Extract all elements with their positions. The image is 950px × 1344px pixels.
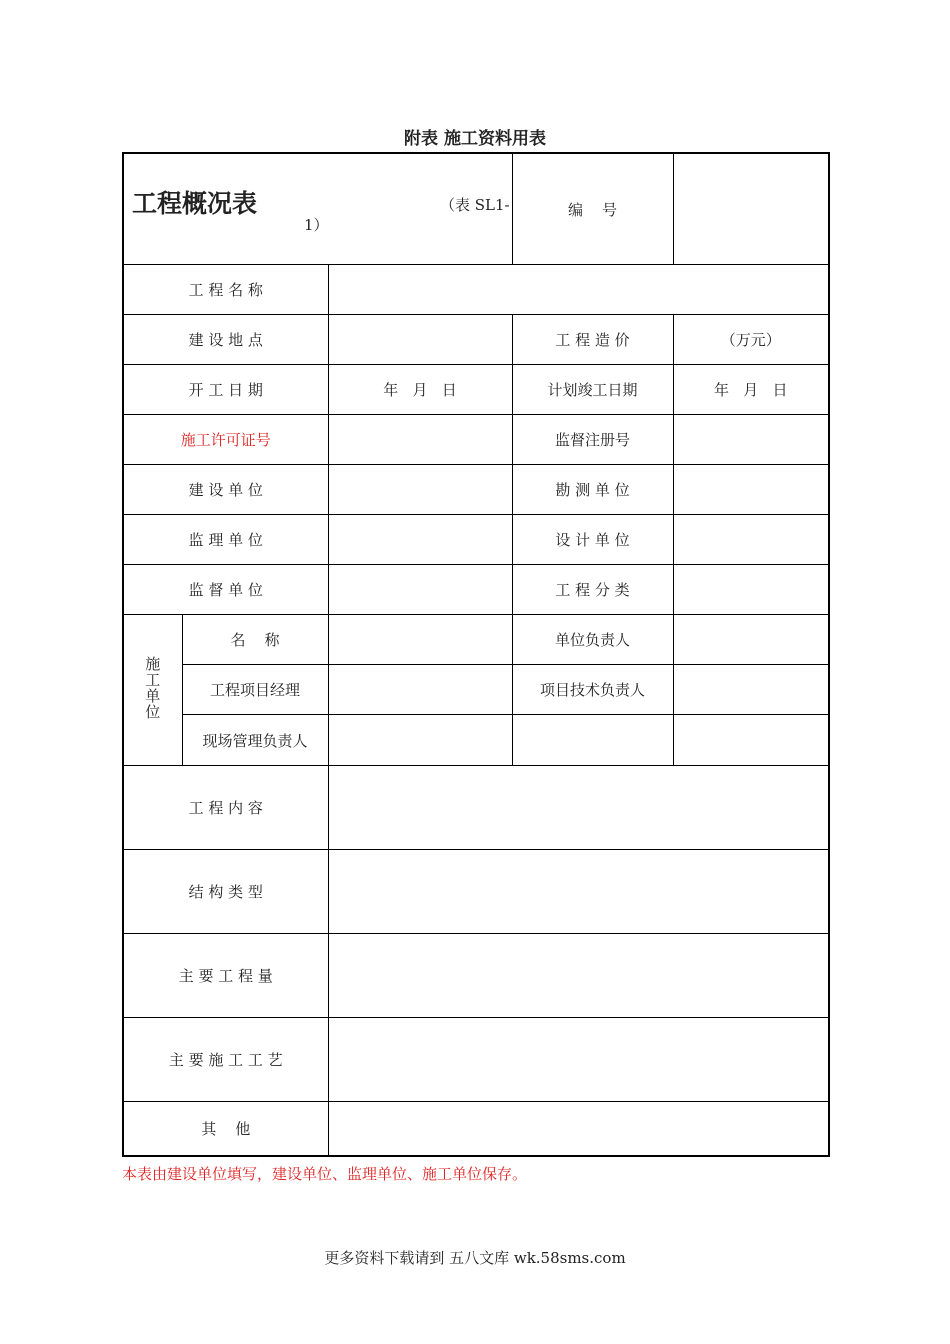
- content-label: 工 程 内 容: [123, 766, 328, 850]
- project-overview-form: [122, 152, 830, 1157]
- project-name-label: 工 程 名 称: [123, 265, 328, 315]
- site-footer: 更多资料下载请到 五八文库 wk.58sms.com: [324, 1249, 626, 1267]
- project-name-field[interactable]: [328, 265, 829, 315]
- content-field[interactable]: [328, 766, 829, 850]
- tech-head-label: 项目技术负责人: [512, 665, 673, 715]
- structure-field[interactable]: [328, 850, 829, 934]
- number-label: 编 号: [512, 153, 673, 265]
- builder-label: 建 设 单 位: [123, 465, 328, 515]
- site-manager-field[interactable]: [328, 715, 512, 766]
- form-header: [123, 153, 512, 265]
- contractor-name-field[interactable]: [328, 615, 512, 665]
- blank-cell[interactable]: [673, 715, 829, 766]
- design-label: 设 计 单 位: [512, 515, 673, 565]
- category-field[interactable]: [673, 565, 829, 615]
- supervisor-label: 监 理 单 位: [123, 515, 328, 565]
- page-title: 附表 施工资料用表: [404, 129, 546, 149]
- unit-head-label: 单位负责人: [512, 615, 673, 665]
- location-label: 建 设 地 点: [123, 315, 328, 365]
- oversight-field[interactable]: [328, 565, 512, 615]
- project-manager-label: 工程项目经理: [182, 665, 328, 715]
- start-date-label: 开 工 日 期: [123, 365, 328, 415]
- start-date-field[interactable]: 年 月 日: [328, 365, 512, 415]
- tech-head-field[interactable]: [673, 665, 829, 715]
- builder-field[interactable]: [328, 465, 512, 515]
- footer-note: 本表由建设单位填写，建设单位、监理单位、施工单位保存。: [122, 1165, 528, 1183]
- form-code-suffix: 1）: [304, 216, 329, 234]
- other-field[interactable]: [328, 1102, 829, 1156]
- survey-field[interactable]: [673, 465, 829, 515]
- survey-label: 勘 测 单 位: [512, 465, 673, 515]
- supervisor-field[interactable]: [328, 515, 512, 565]
- design-field[interactable]: [673, 515, 829, 565]
- permit-field[interactable]: [328, 415, 512, 465]
- blank-cell[interactable]: [512, 715, 673, 766]
- cost-field[interactable]: （万元）: [673, 315, 829, 365]
- structure-label: 结 构 类 型: [123, 850, 328, 934]
- form-title: 工程概况表: [132, 189, 258, 218]
- location-field[interactable]: [328, 315, 512, 365]
- contractor-group-text: 施工单位: [143, 656, 162, 720]
- permit-label: 施工许可证号: [123, 415, 328, 465]
- process-field[interactable]: [328, 1018, 829, 1102]
- project-manager-field[interactable]: [328, 665, 512, 715]
- unit-head-field[interactable]: [673, 615, 829, 665]
- supervision-reg-field[interactable]: [673, 415, 829, 465]
- quantities-field[interactable]: [328, 934, 829, 1018]
- planned-end-label: 计划竣工日期: [512, 365, 673, 415]
- contractor-group-label: [123, 615, 182, 766]
- other-label: 其 他: [123, 1102, 328, 1156]
- cost-label: 工 程 造 价: [512, 315, 673, 365]
- number-field[interactable]: [673, 153, 829, 265]
- planned-end-field[interactable]: 年 月 日: [673, 365, 829, 415]
- process-label: 主 要 施 工 工 艺: [123, 1018, 328, 1102]
- supervision-reg-label: 监督注册号: [512, 415, 673, 465]
- contractor-name-label: 名 称: [182, 615, 328, 665]
- oversight-label: 监 督 单 位: [123, 565, 328, 615]
- quantities-label: 主 要 工 程 量: [123, 934, 328, 1018]
- category-label: 工 程 分 类: [512, 565, 673, 615]
- site-manager-label: 现场管理负责人: [182, 715, 328, 766]
- form-code: （表 SL1-: [440, 196, 510, 214]
